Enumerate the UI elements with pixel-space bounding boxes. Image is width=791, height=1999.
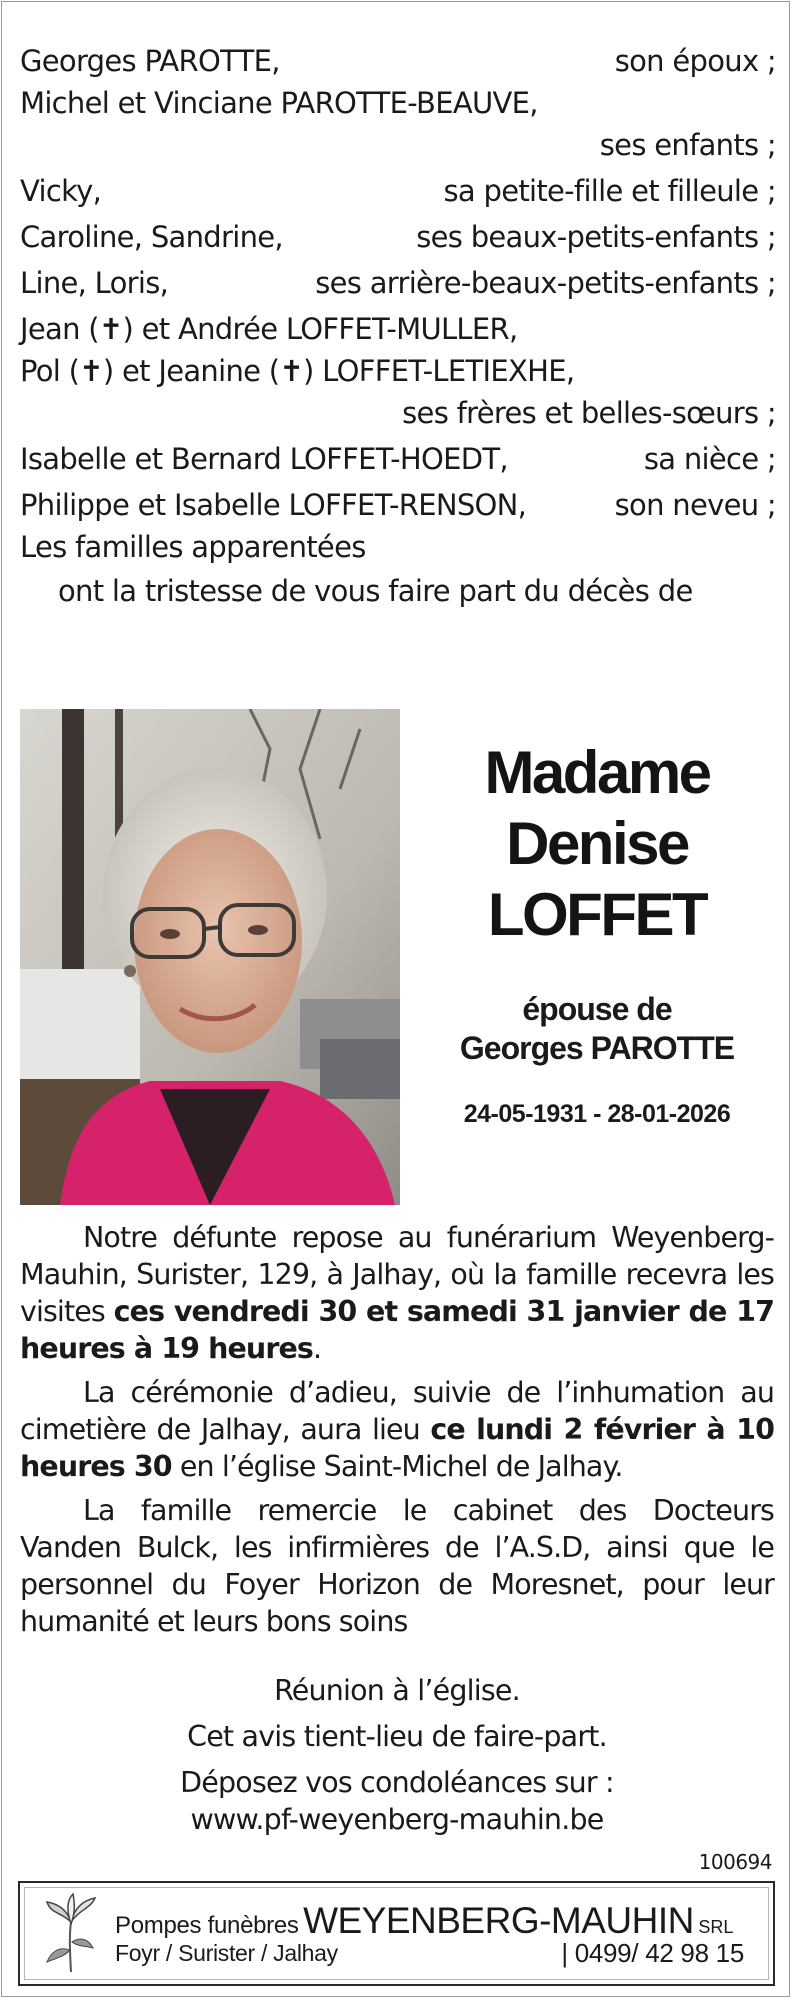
family-row-children [20, 82, 776, 124]
family-member-role: ses beaux-petits-enfants ; [416, 220, 776, 254]
funeral-details [20, 1219, 774, 1647]
condolences-note: Déposez vos condoléances sur : [180, 1766, 614, 1799]
family-member-role: ses enfants ; [599, 128, 776, 162]
cross-icon: ✝ [79, 354, 103, 388]
paragraph-text: en l’église Saint-Michel de Jalhay. [171, 1450, 623, 1483]
family-row-granddaughter [20, 170, 776, 212]
family-member-role: sa nièce ; [643, 442, 776, 476]
family-row-siblings-role [20, 392, 776, 434]
funeral-home-banner [18, 1881, 775, 1986]
family-list [20, 40, 776, 612]
family-member-names: Isabelle et Bernard LOFFET-HOEDT, [20, 442, 508, 476]
family-row-nephew [20, 484, 776, 526]
life-dates: 24-05-1931 - 28-01-2026 [463, 1100, 731, 1128]
ceremony-time: ce lundi 2 février à 10 heures 30 [20, 1413, 774, 1483]
family-member-names: Line, Loris, [20, 266, 169, 300]
family-row-stepgrandchildren [20, 216, 776, 258]
family-row-sibling-1 [20, 308, 776, 350]
paragraph-text: La cérémonie d’adieu, suivie de l’inhumation au cimetière de Jalhay, aura lieu [20, 1376, 774, 1446]
family-member-names: Vicky, [20, 174, 102, 208]
reference-number: 100694 [698, 1850, 772, 1874]
spouse-info [402, 990, 791, 1068]
funeral-home-name [115, 1900, 733, 1942]
ceremony-paragraph [20, 1374, 774, 1485]
closing-notes [20, 1672, 774, 1838]
funeral-home-phone[interactable]: | 0499/ 42 98 15 [561, 1938, 744, 1968]
sibling-text: Jean ( [20, 312, 99, 346]
family-member-role: sa petite-fille et filleule ; [443, 174, 776, 208]
funeral-home-company: WEYENBERG-MAUHIN [303, 1900, 694, 1941]
family-member-names: Michel et Vinciane PAROTTE-BEAUVE, [20, 86, 538, 120]
deceased-last-name: LOFFET [487, 881, 707, 948]
cross-icon: ✝ [98, 312, 123, 346]
deceased-title: Madame [484, 739, 710, 806]
funeral-home-prefix: Pompes funèbres [115, 1912, 299, 1939]
announcement-line [20, 570, 776, 612]
family-member-names: Georges PAROTTE, [20, 44, 280, 78]
meeting-note: Réunion à l’église. [274, 1674, 520, 1707]
announcement-text: ont la tristesse de vous faire part du décès de [58, 574, 693, 608]
family-row-sibling-2 [20, 350, 776, 392]
funeral-home-locations: Foyr / Surister / Jalhay [115, 1940, 338, 1966]
sibling-text: ) et Jeanine ( [102, 354, 280, 388]
banner-frame [24, 1887, 769, 1980]
family-row-children-role [20, 124, 776, 166]
deceased-info [402, 737, 791, 1129]
sibling-text: ) et Andrée LOFFET-MULLER, [122, 312, 518, 346]
family-member-names: Caroline, Sandrine, [20, 220, 283, 254]
obituary-notice [1, 1, 790, 1997]
deceased-photo [20, 709, 400, 1205]
visitation-times: ces vendredi 30 et samedi 31 janvier de 17 heures à 19 heures [20, 1295, 774, 1365]
paragraph-text: Notre défunte repose au funérarium Weyenberg-Mauhin, Surister, 129, à Jalhay, où la famille recevra les visites [20, 1221, 774, 1328]
paragraph-text: . [312, 1332, 322, 1365]
spouse-line-1: épouse de [522, 991, 672, 1027]
visitation-paragraph [20, 1219, 774, 1367]
cross-icon: ✝ [279, 354, 304, 388]
deceased-first-name: Denise [506, 810, 688, 877]
sibling-text: Pol ( [20, 354, 80, 388]
family-member-role: son neveu ; [614, 488, 776, 522]
portrait-image [20, 709, 400, 1205]
related-families: Les familles apparentées [20, 530, 366, 564]
family-row-husband [20, 40, 776, 82]
lily-icon [43, 1892, 99, 1974]
family-member-role: ses arrière-beaux-petits-enfants ; [315, 266, 776, 300]
family-row-related [20, 526, 776, 568]
condolences-website[interactable]: www.pf-weyenberg-mauhin.be [190, 1803, 604, 1836]
funeral-home-suffix: SRL [698, 1917, 734, 1937]
family-member-names: Philippe et Isabelle LOFFET-RENSON, [20, 488, 527, 522]
spouse-line-2: Georges PAROTTE [459, 1030, 735, 1066]
sibling-text: ) LOFFET-LETIEXHE, [303, 354, 575, 388]
faire-part-note: Cet avis tient-lieu de faire-part. [187, 1720, 607, 1753]
family-row-niece [20, 438, 776, 480]
family-row-stepgreatgrandchildren [20, 262, 776, 304]
thanks-paragraph: La famille remercie le cabinet des Docteurs Vanden Bulck, les infirmières de l’A.S.D, ainsi que le personnel du Foyer Horizon de Moresnet, pour leur humanité et leurs bons soins [20, 1494, 774, 1638]
family-member-role: son époux ; [614, 44, 776, 78]
family-member-role: ses frères et belles-sœurs ; [402, 396, 776, 430]
